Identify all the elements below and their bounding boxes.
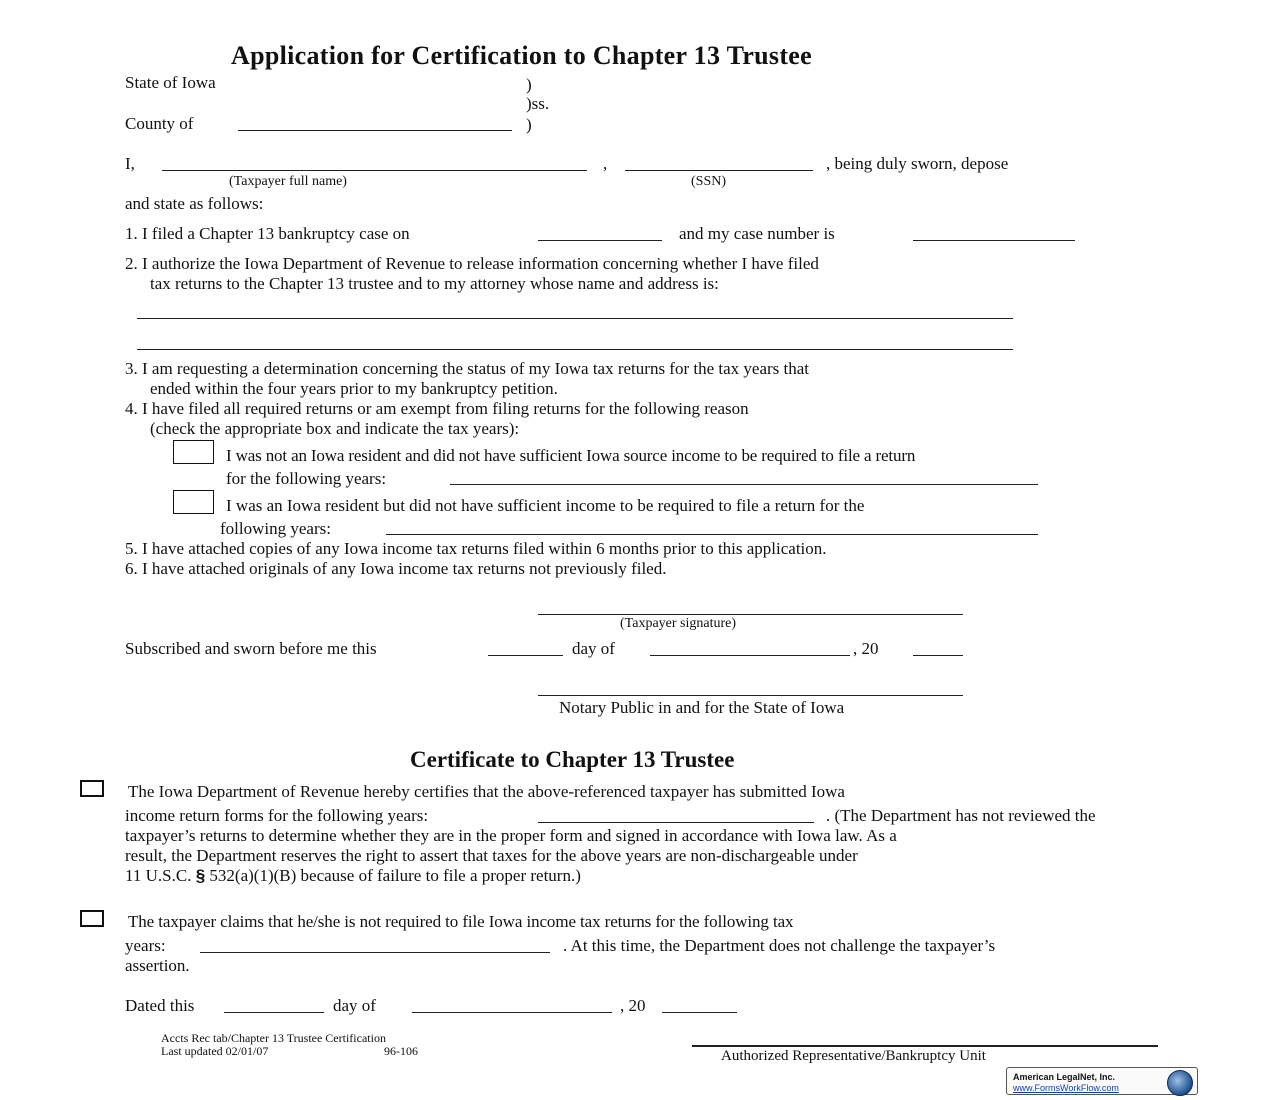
taxpayer-name-caption: (Taxpayer full name): [229, 174, 347, 189]
sworn-day-input[interactable]: [488, 655, 563, 656]
option-1-text: I was not an Iowa resident and did not have sufficient Iowa source income to be required to file a return: [226, 446, 916, 465]
county-label: County of: [125, 114, 194, 133]
oath-comma: ,: [603, 154, 608, 173]
usc-citation: 532(a)(1)(B) because of failure to file a proper return.): [209, 866, 581, 885]
oath-sworn-text: , being duly sworn, depose: [826, 154, 1009, 173]
nonresident-years-input[interactable]: [450, 484, 1038, 485]
taxpayer-name-input[interactable]: [162, 170, 587, 171]
certificate-para-2: The taxpayer claims that he/she is not required to file Iowa income tax returns for the following tax: [128, 912, 794, 931]
item-3-text: ended within the four years prior to my bankruptcy petition.: [150, 379, 558, 398]
taxpayer-signature-input[interactable]: [538, 614, 963, 615]
dated-label: Dated this: [125, 996, 195, 1015]
option-2-text: I was an Iowa resident but did not have sufficient income to be required to file a return for the: [226, 496, 865, 515]
notary-caption: Notary Public in and for the State of Iowa: [559, 698, 845, 717]
item-4-text: (check the appropriate box and indicate the tax years):: [150, 419, 520, 438]
item-4-text: 4. I have filed all required returns or am exempt from filing returns for the following reason: [125, 399, 749, 418]
footer-updated: Last updated 02/01/07: [161, 1044, 269, 1058]
submitted-returns-checkbox[interactable]: [80, 780, 104, 797]
resident-checkbox[interactable]: [173, 490, 214, 514]
certificate-para-1: taxpayer’s returns to determine whether they are in the proper form and signed in accordance with Iowa law. As a: [125, 826, 897, 845]
venue-ss: )ss.: [526, 94, 550, 113]
certificate-para-1: income return forms for the following years:: [125, 806, 429, 825]
page-title: Application for Certification to Chapter 13 Trustee: [231, 41, 812, 70]
attorney-address-input[interactable]: [137, 318, 1013, 319]
certificate-para-2: assertion.: [125, 956, 190, 975]
usc-reference: 11 U.S.C.: [125, 866, 192, 885]
option-1-text: for the following years:: [226, 469, 387, 488]
oath-i-label: I,: [125, 154, 135, 173]
item-1-case-label: and my case number is: [679, 224, 835, 243]
sworn-year-input[interactable]: [913, 655, 963, 656]
footer-ref: Accts Rec tab/Chapter 13 Trustee Certification: [161, 1031, 386, 1045]
case-number-input[interactable]: [913, 240, 1075, 241]
item-5-text: 5. I have attached copies of any Iowa income tax returns filed within 6 months prior to this application.: [125, 539, 827, 558]
county-input[interactable]: [238, 130, 512, 131]
dated-day-input[interactable]: [224, 1012, 324, 1013]
not-required-checkbox[interactable]: [80, 910, 104, 927]
attorney-address-input[interactable]: [137, 349, 1013, 350]
state-follows-text: and state as follows:: [125, 194, 264, 213]
authorized-signature-input[interactable]: [692, 1045, 1158, 1047]
section-symbol: §: [195, 866, 206, 885]
logo-name: American LegalNet, Inc.: [1013, 1072, 1116, 1082]
venue-paren: ): [526, 115, 532, 134]
taxpayer-signature-caption: (Taxpayer signature): [620, 616, 737, 631]
certificate-para-1: . (The Department has not reviewed the: [826, 806, 1096, 825]
globe-icon: [1167, 1070, 1193, 1096]
sworn-year-prefix: , 20: [853, 639, 879, 658]
dated-year-prefix: , 20: [620, 996, 646, 1015]
dated-day-of-label: day of: [333, 996, 376, 1015]
certificate-para-2: . At this time, the Department does not challenge the taxpayer’s: [563, 936, 996, 955]
certificate-para-1: result, the Department reserves the right to assert that taxes for the above years are non-dischargeable under: [125, 846, 858, 865]
item-1-text: 1. I filed a Chapter 13 bankruptcy case on: [125, 224, 410, 243]
item-2-text: tax returns to the Chapter 13 trustee and to my attorney whose name and address is:: [150, 274, 719, 293]
resident-years-input[interactable]: [386, 534, 1038, 535]
filing-date-input[interactable]: [538, 240, 662, 241]
certificate-title: Certificate to Chapter 13 Trustee: [410, 747, 735, 772]
logo-url[interactable]: www.FormsWorkFlow.com: [1013, 1083, 1119, 1093]
item-6-text: 6. I have attached originals of any Iowa income tax returns not previously filed.: [125, 559, 667, 578]
item-3-text: 3. I am requesting a determination concerning the status of my Iowa tax returns for the tax years that: [125, 359, 810, 378]
nonresident-checkbox[interactable]: [173, 440, 214, 464]
certificate-para-1: The Iowa Department of Revenue hereby certifies that the above-referenced taxpayer has submitted Iowa: [128, 782, 845, 801]
dated-year-input[interactable]: [662, 1012, 737, 1013]
venue-paren: ): [526, 75, 532, 94]
american-legalnet-logo[interactable]: [1006, 1067, 1198, 1095]
ssn-caption: (SSN): [691, 174, 727, 189]
submitted-years-input[interactable]: [538, 822, 814, 823]
option-2-text: following years:: [220, 519, 331, 538]
notary-signature-input[interactable]: [538, 695, 963, 696]
state-label: State of Iowa: [125, 73, 216, 92]
authorized-caption: Authorized Representative/Bankruptcy Unit: [721, 1048, 986, 1064]
dated-month-input[interactable]: [412, 1012, 612, 1013]
certificate-para-1: [125, 867, 581, 884]
sworn-day-of-label: day of: [572, 639, 615, 658]
not-required-years-input[interactable]: [200, 952, 550, 953]
item-2-text: 2. I authorize the Iowa Department of Revenue to release information concerning whether I have filed: [125, 254, 819, 273]
sworn-month-input[interactable]: [650, 655, 850, 656]
certificate-para-2: years:: [125, 936, 166, 955]
sworn-before-text: Subscribed and sworn before me this: [125, 639, 377, 658]
ssn-input[interactable]: [625, 170, 813, 171]
footer-form-number: 96-106: [384, 1044, 418, 1058]
